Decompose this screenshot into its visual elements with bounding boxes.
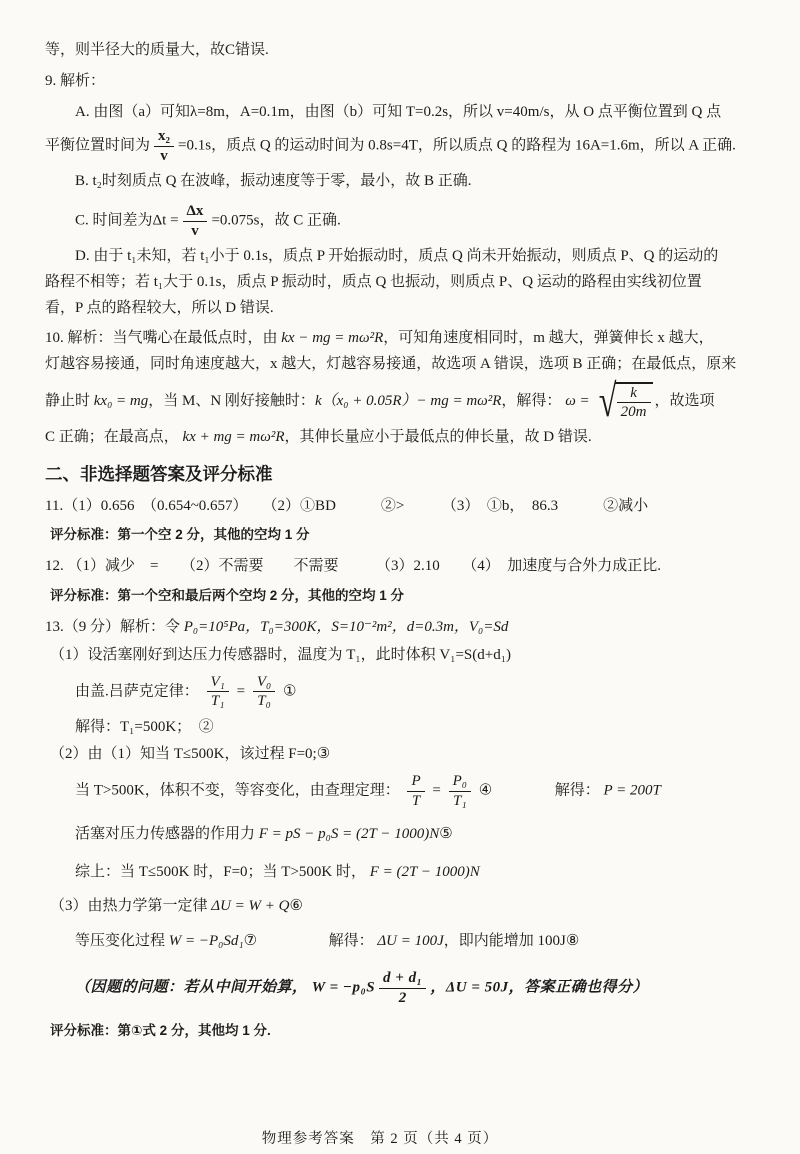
line-q13-charles: [45, 772, 774, 810]
fraction-v0-over-t0: [253, 674, 275, 710]
line-q13-p1: [45, 645, 774, 667]
q9-c-pre: C. 时间差为Δt =: [75, 212, 179, 229]
q13-note-pre: （因题的问题：若从中间开始算，: [75, 979, 308, 996]
q13-scoring-rule: 评分标准：第①式 2 分，其他均 1 分.: [50, 1023, 271, 1038]
q13-force-formula: F = pS − p₀S = (2T − 1000)N: [258, 826, 440, 842]
q13-note-formula1: W = −p₀S: [311, 979, 376, 996]
q13-head-pre: 13.（9 分）解析：令: [45, 619, 181, 635]
fraction-denominator: 20m: [620, 404, 647, 421]
q9-d2-text: 路程不相等；若 t₁大于 0.1s，质点 P 振动时，质点 Q 也振动，则质点 P、Q 运动的路程由实线初位置: [45, 273, 702, 290]
q11-answers-text: 11.（1）0.656 （0.654~0.657） （2）①BD ②> （3） ①b， 86.3 ②减小: [45, 497, 649, 514]
q9-head-text: 9. 解析：: [45, 72, 106, 89]
line-q10-1: [45, 328, 774, 350]
q13-charles-pre: 当 T>500K，体积不变，等容变化，由查理定理：: [75, 782, 400, 799]
line-q9-d2: [45, 272, 774, 294]
q8-tail-text: 等，则半径大的质量大，故C错误.: [45, 42, 269, 58]
sqrt-k-over-20m: [595, 375, 652, 426]
radicand: [615, 382, 653, 421]
radical-icon: √: [599, 375, 617, 426]
q13-summary-formula: F = (2T − 1000)N: [369, 863, 480, 880]
fraction-x2-over-v: [154, 128, 174, 164]
q10-l3-formula2: k（x₀ + 0.05R）− mg = mω²R: [314, 392, 502, 409]
fraction-numerator: V₁: [207, 674, 229, 693]
fraction-d-plus-d1-over-2: [379, 970, 426, 1006]
page-footer: 物理参考答案 第 2 页（共 4 页）: [261, 1131, 499, 1147]
q13-iso-result: ΔU = 100J: [377, 933, 444, 950]
q13-solve1-text: 解得：T₁=500K； ②: [75, 718, 214, 735]
q10-l3-formula1: kx₀ = mg: [93, 392, 149, 409]
q10-l1-formula: kx − mg = mω²R: [281, 330, 384, 347]
fraction-numerator: x₂: [154, 128, 174, 147]
q13-iso-formula: W = −P₀Sd₁: [168, 933, 244, 950]
fraction-denominator: v: [160, 147, 168, 164]
q11-scoring-rule: 评分标准：第一个空 2 分，其他的空均 1 分: [50, 527, 310, 543]
q9-d1-text: D. 由于 t₁未知，若 t₁小于 0.1s，质点 P 开始振动时，质点 Q 尚未开始振动，则质点 P、Q 的运动的: [75, 248, 719, 264]
line-q9-c: [45, 202, 774, 240]
line-q9-d3: [45, 298, 774, 320]
fraction-denominator: v: [191, 222, 199, 239]
equation-tag-7: ⑦: [243, 933, 258, 950]
q10-omega-lhs: ω =: [565, 392, 590, 409]
fraction-numerator: V₀: [253, 674, 275, 693]
fraction-numerator: d + d₁: [379, 970, 426, 989]
q10-l4-pre: C 正确；在最高点，: [45, 428, 179, 445]
q9-a2-post: =0.1s，质点 Q 的运动时间为 0.8s=4T，所以质点 Q 的路程为 16A=1.6m，所以 A 正确.: [178, 137, 736, 154]
q13-charles-solve-label: 解得：: [554, 782, 600, 799]
line-q13-p3: [45, 896, 774, 918]
line-q13-note: [45, 969, 774, 1007]
line-q10-3: [45, 375, 774, 426]
line-q11-answers: [45, 496, 774, 518]
line-q9-b: [45, 171, 774, 193]
q12-scoring-rule: 评分标准：第一个空和最后两个空均 2 分，其他的空均 1 分: [50, 588, 405, 603]
line-q13-solve1: [45, 717, 774, 739]
q13-p2-text: （2）由（1）知当 T≤500K，该过程 F=0;③: [50, 746, 331, 763]
line-q13-p2: [45, 744, 774, 766]
q13-note-post: ，答案正确也得分）: [508, 979, 649, 996]
q10-l4-formula: kx + mg = mω²R: [182, 428, 285, 445]
q12-answers-text: 12. （1）减少 = （2）不需要 不需要 （3）2.10 （4） 加速度与合外力成正比.: [45, 558, 661, 575]
q9-c-post: =0.075s，故 C 正确.: [211, 212, 341, 229]
q13-iso-post: ，即内能增加 100J⑧: [443, 933, 580, 950]
equation-tag-5: ⑤: [439, 826, 453, 842]
line-q9-d1: [45, 246, 774, 268]
q13-gay-pre: 由盖.吕萨克定律：: [75, 682, 199, 699]
q13-p3-formula: ΔU = W + Q: [211, 897, 290, 914]
equation-tag-4: ④: [478, 782, 493, 799]
equation-tag-6: ⑥: [289, 897, 303, 914]
fraction-denominator: T₀: [257, 693, 271, 709]
line-q9-a2: [45, 127, 774, 165]
line-q9-a1: [45, 102, 774, 124]
q10-l3-pre: 静止时: [45, 392, 91, 409]
q13-force-pre: 活塞对压力传感器的作用力: [75, 826, 256, 842]
fraction-numerator: P₀: [449, 773, 471, 792]
fraction-denominator: 2: [398, 989, 407, 1006]
fraction-dx-over-v: [183, 203, 208, 239]
q10-l1-pre: 10. 解析：当气嘴心在最低点时，由: [45, 330, 278, 347]
line-q13-isobaric: [45, 931, 774, 953]
q10-l1-post: ，可知角速度相同时，m 越大，弹簧伸长 x 越大，: [383, 330, 714, 347]
q9-a2-pre: 平衡位置时间为: [45, 137, 151, 154]
fraction-k-over-20m: [617, 385, 651, 421]
q10-l3-post: ，故选项: [654, 392, 715, 409]
q9-d3-text: 看，P 点的路程较大，所以 D 错误.: [45, 299, 274, 316]
q13-iso-solve-label: 解得：: [328, 933, 374, 950]
equation-tag-1: ①: [283, 682, 297, 699]
fraction-numerator: Δx: [183, 203, 208, 222]
q13-p3-pre: （3）由热力学第一定律: [50, 897, 208, 914]
fraction-denominator: T: [411, 792, 421, 809]
q10-l3-mid1: ，当 M、N 刚好接触时：: [148, 392, 315, 409]
q13-iso-pre: 等压变化过程: [75, 933, 166, 950]
q9-a1-text: A. 由图（a）可知λ=8m，A=0.1m，由图（b）可知 T=0.2s，所以 v=40m/s，从 O 点平衡位置到 Q 点: [75, 103, 722, 120]
equals-sign: =: [236, 682, 246, 699]
line-q9-head: [45, 71, 774, 93]
equals-sign: =: [432, 782, 441, 799]
line-q13-force: [45, 824, 774, 846]
q13-note-mid: ，: [430, 979, 446, 996]
fraction-numerator: P: [407, 773, 424, 792]
fraction-numerator: k: [617, 385, 651, 404]
fraction-p-over-t: [407, 773, 424, 809]
line-q8-tail: [45, 40, 774, 62]
q13-p1-text: （1）设活塞刚好到达压力传感器时，温度为 T₁，此时体积 V₁=S(d+d₁): [50, 646, 511, 663]
line-q13-summary: [45, 862, 774, 884]
fraction-denominator: T₁: [453, 792, 467, 809]
line-q13-head: [45, 617, 774, 639]
line-q10-4: [45, 427, 774, 449]
section2-title: 二、非选择题答案及评分标准: [45, 463, 273, 484]
q13-note-formula2: ΔU = 50J: [445, 979, 509, 996]
q10-l2-text: 灯越容易接通，同时角速度越大，x 越大，灯越容易接通，故选项 A 错误，选项 B 正确；在最低点，原来: [45, 356, 737, 372]
line-q10-2: [45, 354, 774, 376]
q9-b-text: B. t₂时刻质点 Q 在波峰，振动速度等于零，最小，故 B 正确.: [75, 173, 472, 190]
fraction-denominator: T₁: [210, 693, 225, 709]
line-q12-answers: [45, 556, 774, 578]
q13-head-formula: P₀=10⁵Pa，T₀=300K，S=10⁻²m²，d=0.3m，V₀=Sd: [183, 619, 509, 635]
fraction-p0-over-t1: [449, 773, 471, 809]
q13-summary-pre: 综上：当 T≤500K 时，F=0；当 T>500K 时，: [75, 863, 366, 880]
q13-charles-result: P = 200T: [603, 782, 661, 799]
fraction-v1-over-t1: [207, 674, 229, 710]
line-q13-gay-lussac: [45, 673, 774, 711]
q10-l4-post: ，其伸长量应小于最低点的伸长量，故 D 错误.: [284, 428, 592, 445]
q10-l3-mid2: ，解得：: [501, 392, 562, 409]
